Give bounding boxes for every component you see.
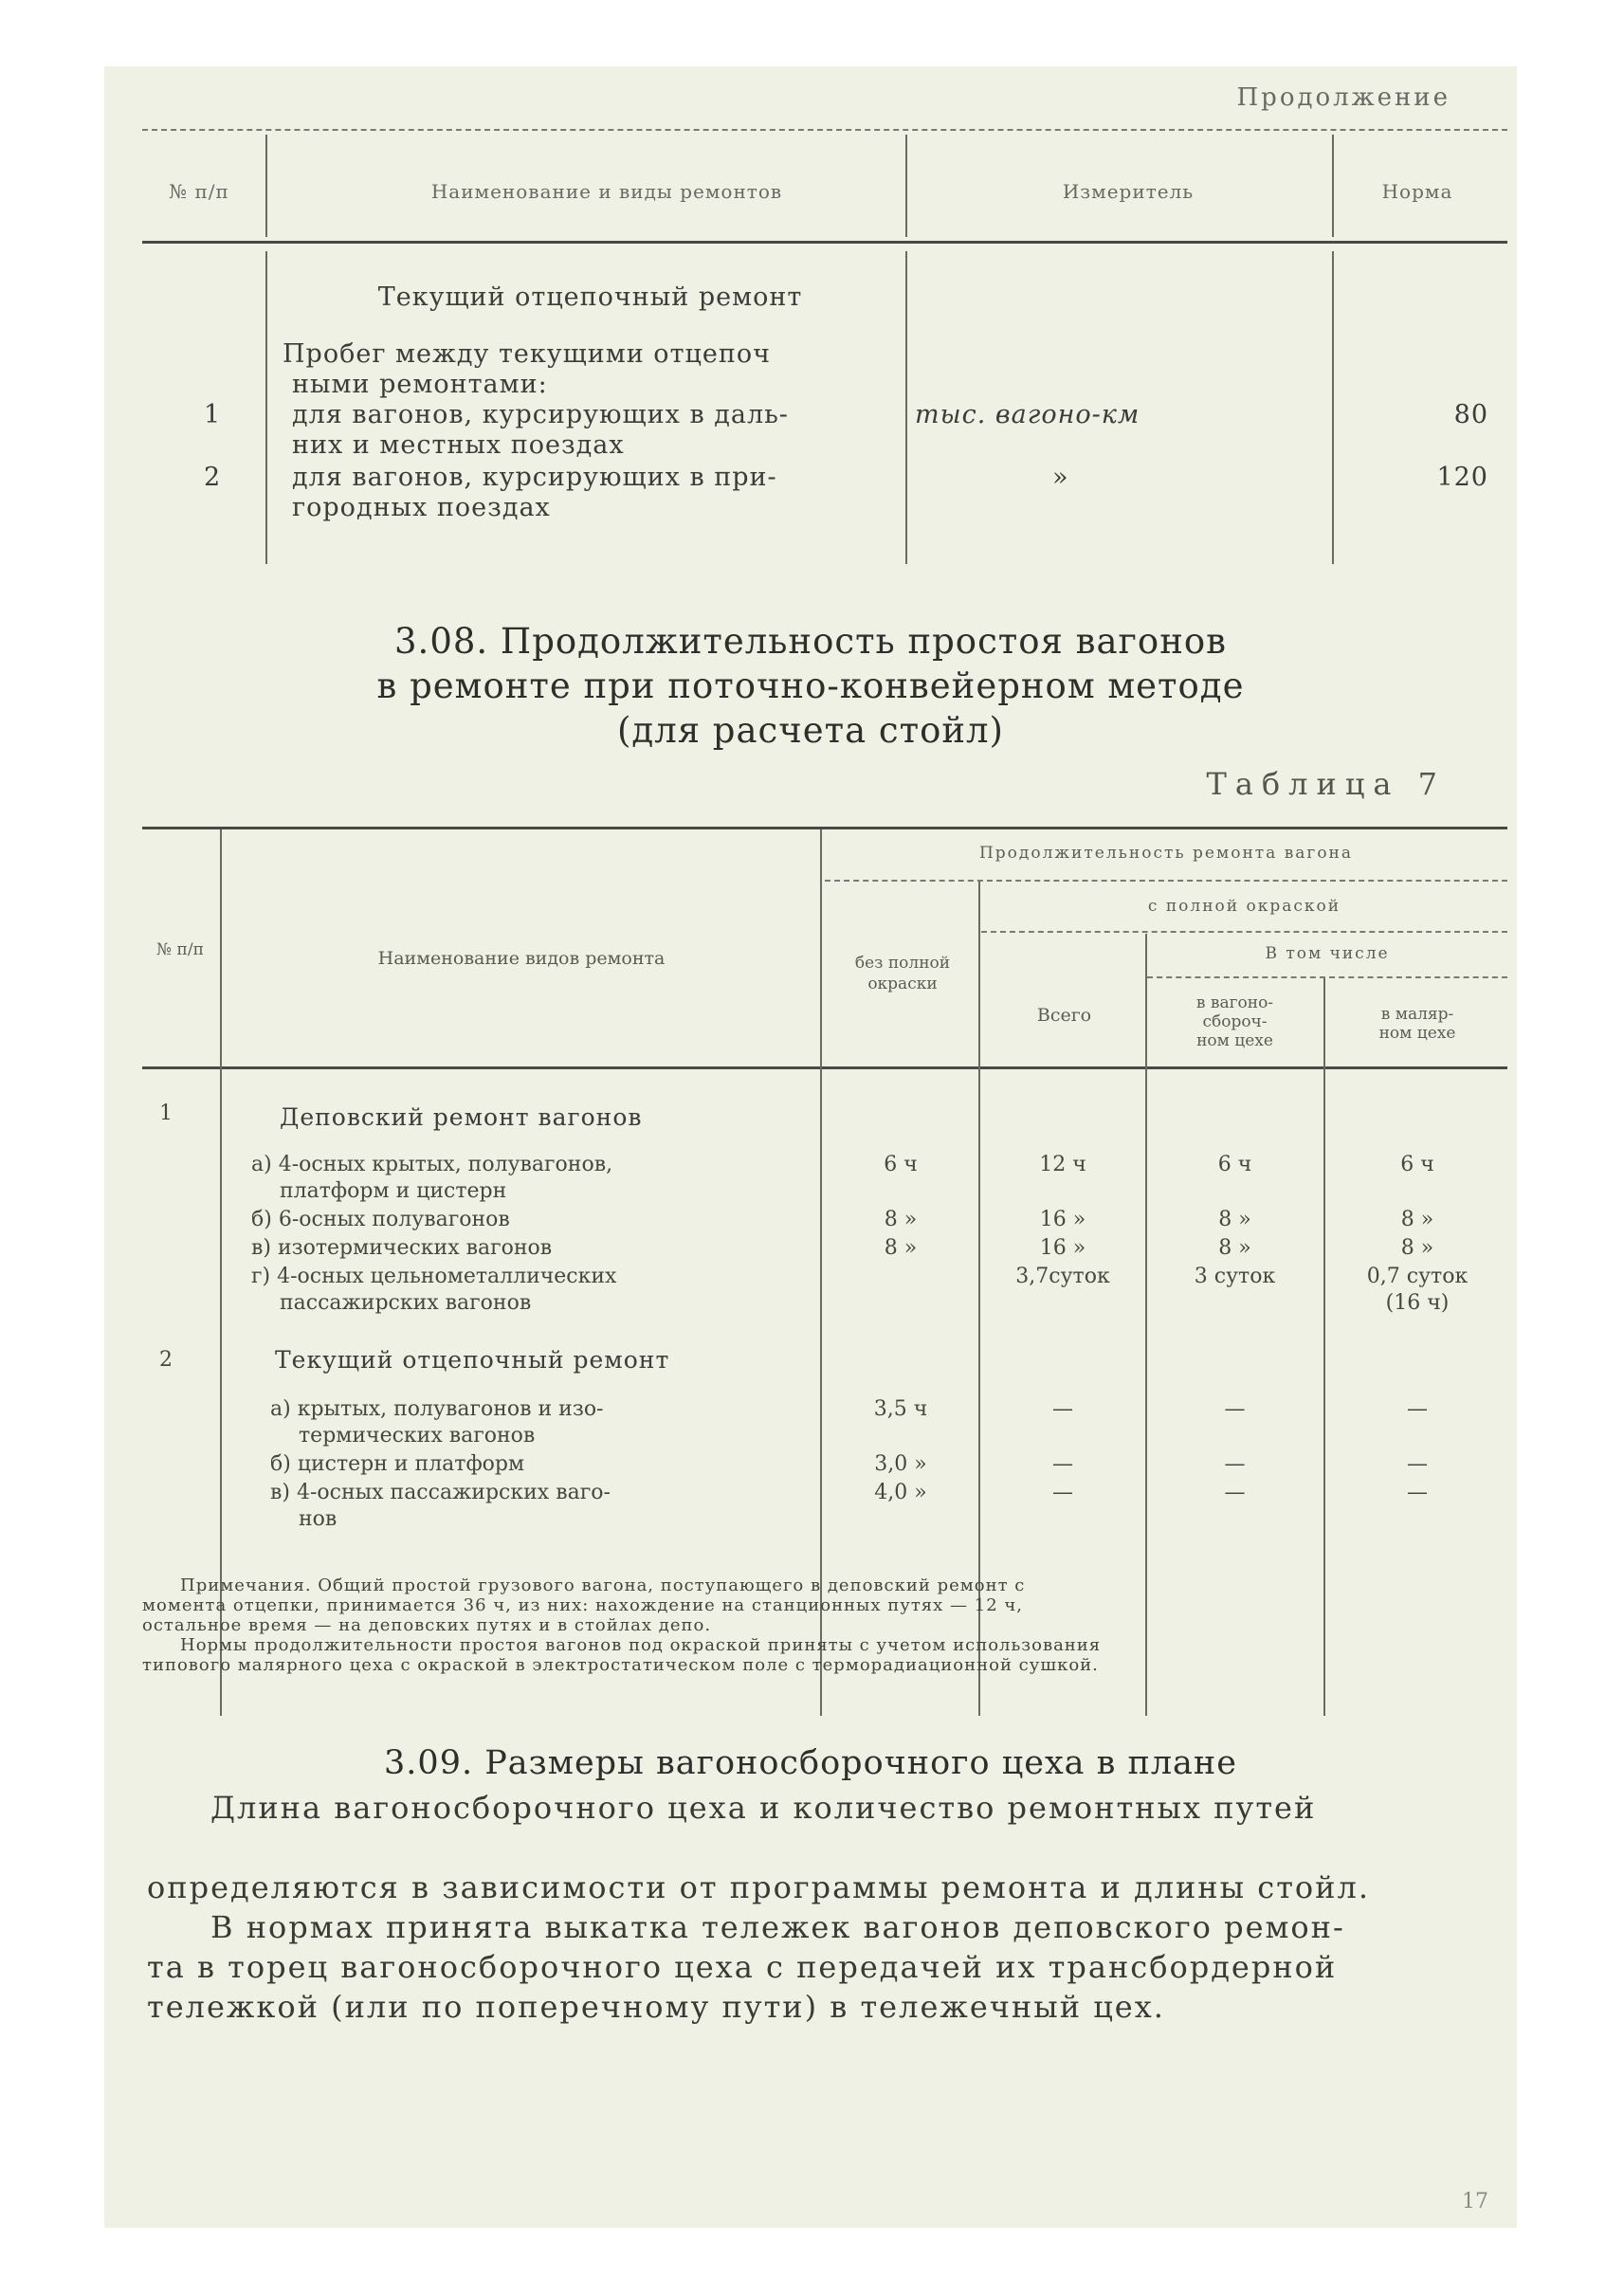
table7-cell-assembly: — [1224,1452,1246,1476]
table7-cell-no-paint: 4,0 » [874,1481,927,1504]
table7-notes [142,1576,1507,1675]
table7-cell-total: 3,7суток [1015,1265,1110,1288]
table7-cell-no-paint: 8 » [884,1236,918,1260]
table7-cell-paint: — [1407,1397,1428,1421]
table7-row-text: б) 6-осных полувагонов [251,1208,510,1231]
section-309-title: 3.09. Размеры вагоносборочного цеха в плане [384,1744,1237,1782]
table7-row-text: а) 4-осных крытых, полувагонов, [251,1153,613,1176]
table7-cell-assembly: 8 » [1218,1208,1251,1231]
paragraph-line: тележкой (или по поперечному пути) в тележечный цех. [147,1989,1165,2025]
table7-row-text: г) 4-осных цельнометаллических [251,1265,617,1288]
table6-row-unit: тыс. вагоно-км [915,400,1140,429]
table7-cell-assembly: 6 ч [1217,1153,1252,1176]
table6-col-divider [905,251,907,564]
table6-col-divider [265,251,267,564]
table7-cell-total: 12 ч [1039,1153,1086,1176]
table7-cell-total: — [1052,1397,1073,1421]
table7-top-rule [142,827,1507,829]
table6-row-norm: 120 [1436,463,1488,492]
table6-row-text: городных поездах [292,493,551,522]
document-page [104,66,1517,2228]
table6-header-rule [142,241,1507,244]
table7-header-including: В том числе [1265,944,1390,963]
table7-header-no-paint: окраски [867,974,938,993]
page-number: 17 [1462,2190,1488,2213]
note-line: Нормы продолжительности простоя вагонов под окраской приняты с учетом использования [180,1635,1102,1655]
table7-cell-assembly: — [1224,1397,1246,1421]
table6-col-divider [1332,251,1334,564]
table6-intro-line: Пробег между текущими отцепоч [283,339,771,369]
table7-cell-total: 16 » [1039,1236,1086,1260]
table7-group-num: 2 [159,1348,173,1372]
table6-row-text: для вагонов, курсирующих в даль- [292,400,789,429]
table7-cell-paint-extra: (16 ч) [1385,1291,1450,1315]
table6-col-divider [1332,135,1334,237]
table7-cell-paint: — [1407,1452,1428,1476]
table7-cell-no-paint: 3,5 ч [873,1397,928,1421]
table6-row-norm: 80 [1453,400,1488,429]
table6-header-name: Наименование и виды ремонтов [430,180,783,203]
table7-header-rule [142,1066,1507,1069]
table7-row-text: термических вагонов [299,1424,536,1448]
table6-row-text: для вагонов, курсирующих в при- [292,463,777,492]
paragraph-line: та в торец вагоносборочного цеха с передачей их трансбордерной [147,1949,1338,1985]
note-line: остальное время — на деповских путях и в стойлах депо. [142,1615,712,1635]
table7-row-text: а) крытых, полувагонов и изо- [270,1397,604,1421]
table6-section-title: Текущий отцепочный ремонт [377,282,803,312]
table6-row-text: них и местных поездах [292,430,625,460]
table7-header-rule [981,931,1507,933]
table7-header-duration: Продолжительность ремонта вагона [978,844,1354,863]
table7-header-rule [1147,976,1507,978]
table-7-label: Таблица 7 [1206,766,1446,802]
section-308-title: 3.08. Продолжительность простоя вагонов [394,621,1227,662]
section-308-title: (для расчета стойл) [616,710,1004,751]
table6-intro-line: ными ремонтами: [292,370,548,399]
table7-header-assembly: сбороч- [1202,1012,1268,1031]
table7-cell-assembly: 3 суток [1194,1265,1276,1288]
table7-header-name: Наименование видов ремонта [377,948,666,969]
note-line: Примечания. Общий простой грузового вагона, поступающего в деповский ремонт с [180,1576,1026,1595]
continued-label: Продолжение [1236,83,1451,112]
table7-header-paint: в маляр- [1380,1005,1454,1024]
table7-row-text: платформ и цистерн [280,1179,507,1203]
table7-row-text: в) изотермических вагонов [251,1236,553,1260]
table7-header-rule [825,880,1507,882]
table6-row-num: 1 [204,400,222,429]
table7-group-title: Текущий отцепочный ремонт [275,1346,670,1374]
table7-group-num: 1 [159,1102,173,1125]
paragraph-line: определяются в зависимости от программы ремонта и длины стойл. [147,1869,1370,1905]
table7-cell-paint: 8 » [1400,1236,1434,1260]
table7-row-text: б) цистерн и платформ [270,1452,525,1476]
table7-cell-no-paint: 3,0 » [874,1452,927,1476]
table7-header-assembly: ном цехе [1196,1031,1273,1050]
table6-header-norm: Норма [1381,180,1453,203]
table7-cell-total: — [1052,1452,1073,1476]
table7-header-paint: ном цехе [1378,1024,1456,1043]
table7-cell-paint: 6 ч [1400,1153,1434,1176]
table6-row-num: 2 [204,463,222,492]
table7-cell-paint: 0,7 суток [1366,1265,1469,1288]
table6-header-num: № п/п [169,180,229,203]
table7-cell-no-paint: 8 » [884,1208,918,1231]
table7-header-assembly: в вагоно- [1195,993,1274,1012]
table7-cell-paint: 8 » [1400,1208,1434,1231]
table7-cell-total: 16 » [1039,1208,1086,1231]
table7-row-text: нов [299,1507,338,1531]
table7-cell-no-paint: 6 ч [884,1153,918,1176]
table7-cell-total: — [1052,1481,1073,1504]
table7-cell-assembly: — [1224,1481,1246,1504]
table7-header-with-paint: с полной окраской [1147,897,1341,916]
paragraph-line: В нормах принята выкатка тележек вагонов деповского ремон- [210,1909,1345,1945]
note-line: момента отцепки, принимается 36 ч, из них: нахождение на станционных путях — 12 ч, [142,1595,1024,1615]
table7-cell-paint: — [1407,1481,1428,1504]
table6-col-divider [265,135,267,237]
section-308-title: в ремонте при поточно-конвейерном методе [376,665,1245,706]
table7-cell-assembly: 8 » [1218,1236,1251,1260]
table6-col-divider [905,135,907,237]
table7-header-total: Всего [1036,1005,1092,1026]
table6-row-unit: » [1052,463,1069,492]
table7-header-num: № п/п [156,940,204,959]
note-line: типового малярного цеха с окраской в электростатическом поле с терморадиационной сушкой. [142,1655,1099,1675]
table7-row-text: пассажирских вагонов [280,1291,532,1315]
paragraph-line: Длина вагоносборочного цеха и количество ремонтных путей [210,1790,1317,1826]
table7-group-title: Деповский ремонт вагонов [280,1103,643,1131]
table6-header-unit: Измеритель [1062,180,1195,203]
table7-header-no-paint: без полной [854,954,951,973]
table6-top-rule [142,129,1507,131]
table7-row-text: в) 4-осных пассажирских ваго- [270,1481,611,1504]
